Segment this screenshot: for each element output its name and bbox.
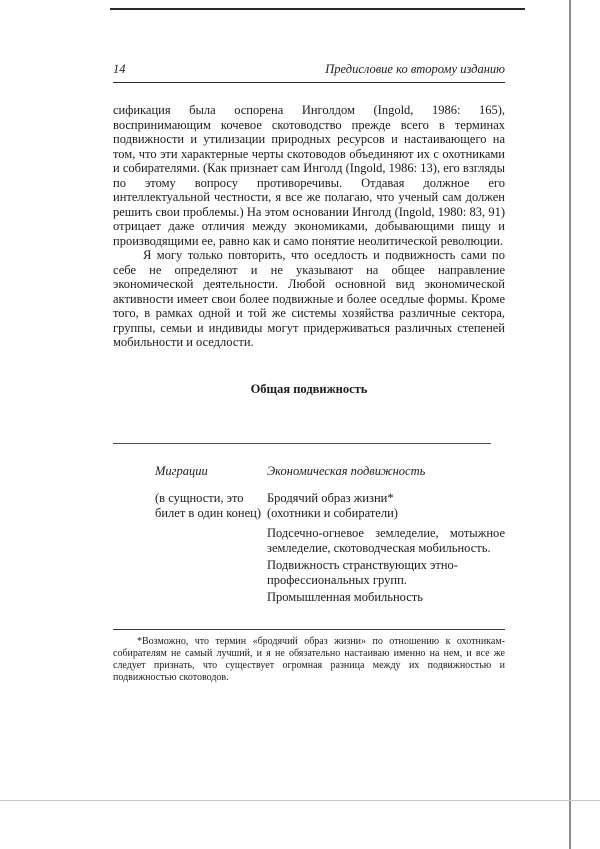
running-title: Предисловие ко второму изданию: [325, 62, 505, 76]
economic-mobility-column-header: Экономическая подвижность: [267, 463, 426, 478]
economic-mobility-items: [267, 491, 505, 605]
migration-column: [155, 464, 267, 605]
scan-artifact-right: [569, 0, 571, 849]
mobility-item: Промышленная мобильность: [267, 590, 423, 604]
page-content: [113, 0, 505, 684]
footnote-text: *Возможно, что термин «бродячий образ жизни» по отношению к охотникам-собирателям не самый лучший, и я не обязательно настаиваю именно на нем, и все же следует признать, что существует огромная разница между их подвижностью и подвижностью скотоводов.: [113, 635, 505, 683]
running-head: [113, 62, 505, 83]
footnote-rule: [113, 629, 505, 630]
mobility-item: Подвижность странствующих этно-профессиональных групп.: [267, 558, 458, 587]
body-paragraph-2: Я могу только повторить, что оседлость и подвижность сами по себе не определяют и не указывают на общее направление экономической деятельности. Любой основной вид экономической активности имеет свои более подвижные и более оседлые формы. Кроме того, в рамках одной и той же системы хозяйства различные сектора, группы, семьи и индивиды могут придерживаться различных степеней мобильности и оседлости.: [113, 248, 505, 349]
mobility-table: [113, 464, 505, 605]
page-number: 14: [113, 62, 126, 76]
mobility-item: Бродячий образ жизни*: [267, 491, 394, 505]
migration-column-note: (в сущности, это билет в один конец): [155, 491, 261, 520]
economic-mobility-column: [267, 464, 505, 605]
mobility-item: Подсечно-огневое земледелие, мотыжное земледелие, скотоводческая мобильность.: [267, 526, 505, 555]
scan-artifact-bottom: [0, 800, 600, 801]
section-heading: Общая подвижность: [250, 381, 368, 396]
mobility-item: (охотники и собиратели): [267, 505, 398, 520]
body-paragraph-1: сификация была оспорена Инголдом (Ingold, 1986: 165), воспринимающим кочевое скотоводство прежде всего в терминах подвижности и утилизации природных ресурсов и настаивающего на том, что эти характерные черты скотоводов объединяют их с охотниками и собирателями. (Как признает сам Инголд (Ingold, 1986: 13), его взгляды по этому вопросу противоречивы. Отдавая должное его интеллектуальной честности, я все же полагаю, что ученый сам должен решить свои проблемы.) На этом основании Инголд (Ingold, 1980: 83, 91) отрицает даже отличия между экономиками, добывающими пищу и производящими ее, равно как и само понятие неолитической революции.: [113, 103, 506, 248]
table-top-rule: [113, 443, 491, 444]
migration-column-header: Миграции: [155, 463, 208, 478]
